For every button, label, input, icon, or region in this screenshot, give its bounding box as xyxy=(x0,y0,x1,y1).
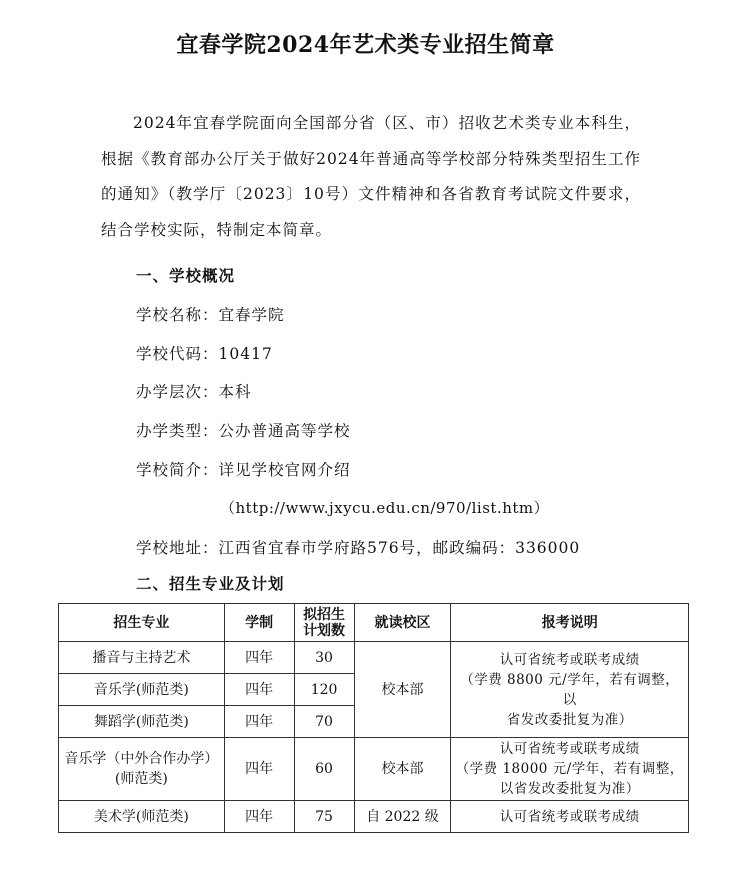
cell-years: 四年 xyxy=(224,706,294,738)
cell-years: 四年 xyxy=(224,801,294,833)
cell-years: 四年 xyxy=(224,674,294,706)
note-line: 以省发改委批复为准） xyxy=(499,781,640,797)
note-line: （学费 18000 元/学年，若有调整， xyxy=(455,761,684,777)
header-campus: 就读校区 xyxy=(354,604,451,642)
cell-campus: 校本部 xyxy=(354,738,451,801)
cell-major: 舞蹈学(师范类) xyxy=(59,706,225,738)
cell-years: 四年 xyxy=(224,738,294,801)
cell-years: 四年 xyxy=(224,642,294,674)
cell-plan: 30 xyxy=(294,642,354,674)
cell-campus: 校本部 xyxy=(354,642,451,738)
school-name: 学校名称：宜春学院 xyxy=(136,306,285,324)
header-plan-line2: 计划数 xyxy=(303,622,346,639)
school-address: 学校地址：江西省宜春市学府路576号，邮政编码：336000 xyxy=(136,539,581,557)
note-line: 认可省统考或联考成绩 xyxy=(499,651,640,668)
intro-paragraph: 2024年宜春学院面向全国部分省（区、市）招收艺术类专业本科生，根据《教育部办公厅关于做好2024年普通高等学校部分特殊类型招生工作的通知》（教学厅〔2023〕10号）文件精神和各省教育考试院文件要求，结合学校实际，特制定本简章。 xyxy=(101,114,641,239)
header-plan-line1: 拟招生 xyxy=(303,606,346,623)
header-major: 招生专业 xyxy=(59,604,225,642)
note-line: 认可省统考或联考成绩 xyxy=(499,741,640,757)
cell-plan: 70 xyxy=(294,706,354,738)
cell-campus: 自 2022 级 xyxy=(354,801,451,833)
header-years: 学制 xyxy=(224,604,294,642)
cell-major: 音乐学(师范类) xyxy=(59,674,225,706)
cell-major xyxy=(59,738,225,801)
major-line: (师范类) xyxy=(114,771,168,787)
table-row xyxy=(59,801,689,833)
school-website-link[interactable]: （http://www.jxycu.edu.cn/970/list.htm） xyxy=(220,499,550,517)
document-title: 宜春学院2024年艺术类专业招生简章 xyxy=(176,32,555,58)
cell-plan: 120 xyxy=(294,674,354,706)
table-row xyxy=(59,642,689,674)
school-type: 办学类型：公办普通高等学校 xyxy=(136,422,351,440)
section-heading-plan: 二、招生专业及计划 xyxy=(136,574,285,593)
school-intro: 学校简介：详见学校官网介绍 xyxy=(136,461,351,479)
table-row xyxy=(59,738,689,801)
enrollment-plan-table xyxy=(58,603,689,833)
cell-major: 美术学(师范类) xyxy=(59,801,225,833)
cell-plan: 75 xyxy=(294,801,354,833)
cell-notes xyxy=(451,642,689,738)
note-line: 省发改委批复为准） xyxy=(506,711,633,728)
cell-notes xyxy=(451,738,689,801)
school-code: 学校代码：10417 xyxy=(136,345,273,363)
header-plan xyxy=(294,604,354,642)
major-line: 音乐学（中外合作办学） xyxy=(64,751,219,767)
table-header-row xyxy=(59,604,689,642)
cell-plan: 60 xyxy=(294,738,354,801)
cell-major: 播音与主持艺术 xyxy=(59,642,225,674)
section-heading-overview: 一、学校概况 xyxy=(136,266,236,285)
school-level: 办学层次：本科 xyxy=(136,383,252,401)
cell-notes: 认可省统考或联考成绩 xyxy=(451,801,689,833)
header-notes: 报考说明 xyxy=(451,604,689,642)
note-line: （学费 8800 元/学年，若有调整，以 xyxy=(460,671,680,708)
